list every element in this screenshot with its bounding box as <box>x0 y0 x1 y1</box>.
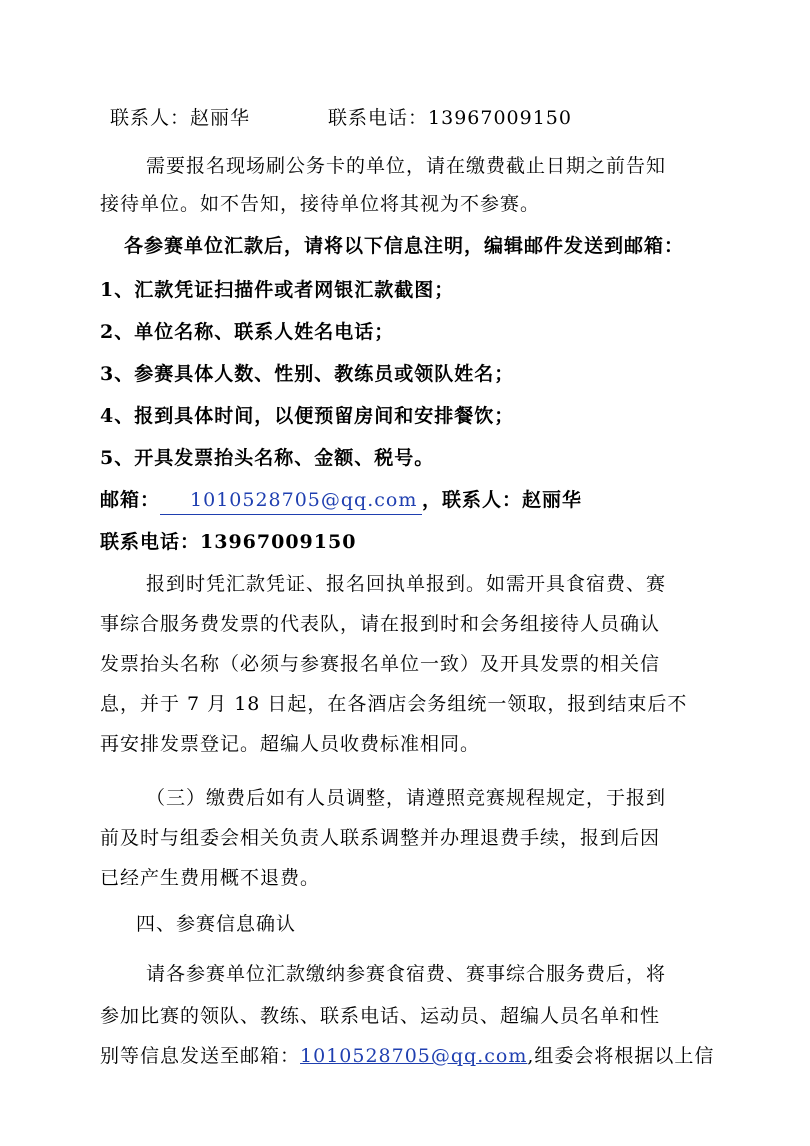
checkin-line-4: 息，并于 7 月 18 日起，在各酒店会务组统一领取，报到结束后不 <box>100 693 688 715</box>
checkin-line-2: 事综合服务费发票的代表队，请在报到时和会务组接待人员确认 <box>100 613 661 635</box>
section-four-heading: 四、参赛信息确认 <box>136 913 297 935</box>
card-notice-line-1: 需要报名现场刷公务卡的单位，请在缴费截止日期之前告知 <box>146 155 667 177</box>
remit-heading: 各参赛单位汇款后，请将以下信息注明，编辑邮件发送到邮箱： <box>124 235 685 257</box>
remit-item-4: 4、报到具体时间，以便预留房间和安排餐饮； <box>100 405 515 427</box>
mail-label: 邮箱： <box>100 489 161 511</box>
adjust-line-3: 已经产生费用概不退费。 <box>100 867 321 889</box>
mail-contact: ，联系人：赵丽华 <box>422 489 583 511</box>
confirm-line-2: 参加比赛的领队、教练、联系电话、运动员、超编人员名单和性 <box>100 1005 661 1027</box>
checkin-line-5: 再安排发票登记。超编人员收费标准相同。 <box>100 733 481 755</box>
confirm-email-link[interactable]: 1010528705@qq.com <box>300 1045 528 1067</box>
remit-item-3: 3、参赛具体人数、性别、教练员或领队姓名； <box>100 363 515 385</box>
remit-item-5: 5、开具发票抬头名称、金额、税号。 <box>100 447 435 469</box>
mail-phone: 联系电话：13967009150 <box>100 531 357 553</box>
contact-phone: 联系电话：13967009150 <box>328 107 572 129</box>
mail-line <box>100 486 582 515</box>
email-link[interactable]: 1010528705@qq.com <box>160 486 422 515</box>
contact-person: 联系人：赵丽华 <box>110 107 251 129</box>
contact-line <box>110 104 572 132</box>
confirm-line-3 <box>100 1042 714 1070</box>
confirm-suffix: ,组委会将根据以上信 <box>527 1045 715 1067</box>
remit-item-2: 2、单位名称、联系人姓名电话； <box>100 321 395 343</box>
checkin-line-1: 报到时凭汇款凭证、报名回执单报到。如需开具食宿费、赛 <box>146 573 667 595</box>
confirm-line-1: 请各参赛单位汇款缴纳参赛食宿费、赛事综合服务费后，将 <box>146 963 667 985</box>
adjust-line-2: 前及时与组委会相关负责人联系调整并办理退费手续，报到后因 <box>100 827 661 849</box>
card-notice-line-2: 接待单位。如不告知，接待单位将其视为不参赛。 <box>100 193 541 215</box>
confirm-prefix: 别等信息发送至邮箱： <box>100 1045 301 1067</box>
adjust-line-1: （三）缴费后如有人员调整，请遵照竞赛规程规定，于报到 <box>146 787 667 809</box>
remit-item-1: 1、汇款凭证扫描件或者网银汇款截图； <box>100 279 455 301</box>
checkin-line-3: 发票抬头名称（必须与参赛报名单位一致）及开具发票的相关信 <box>100 653 661 675</box>
